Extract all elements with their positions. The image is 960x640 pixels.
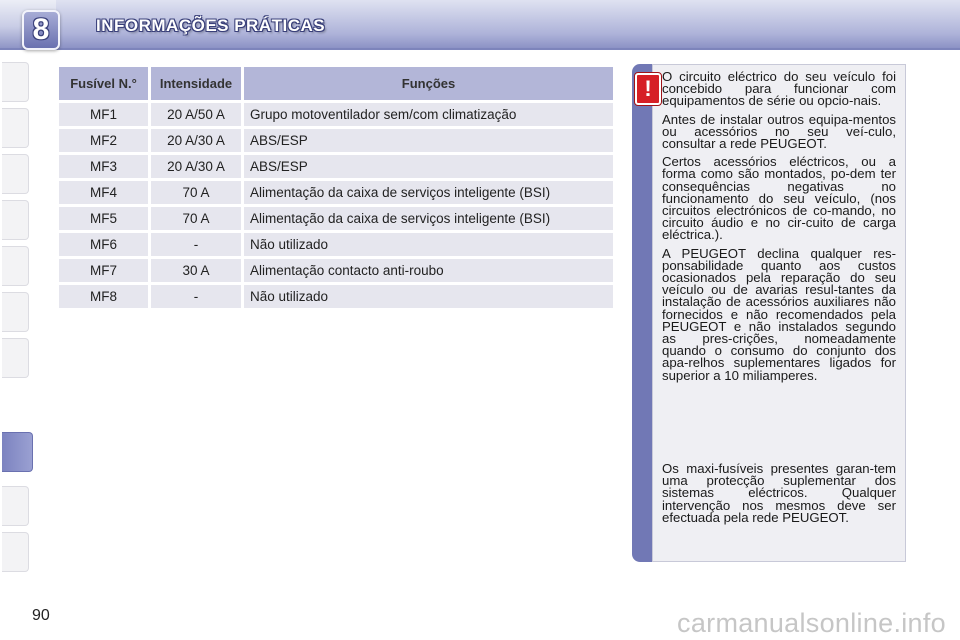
warning-paragraph: Certos acessórios eléctricos, ou a forma como são montados, po-dem ter consequências negativas no funcionamento do seu veículo, (nos circuitos electrónicos de co-mando, no circuito áudio e no cir-cuito de carga eléctrica.). [662, 154, 896, 243]
page-number: 90 [32, 607, 50, 624]
fuse-table [56, 64, 616, 311]
chapter-badge [8, 4, 60, 52]
fuse-number-cell: MF5 [59, 207, 148, 230]
fuse-number-cell: MF3 [59, 155, 148, 178]
intensity-cell: 70 A [151, 207, 241, 230]
fuse-number-cell: MF7 [59, 259, 148, 282]
function-cell: Não utilizado [244, 285, 613, 308]
function-cell: Não utilizado [244, 233, 613, 256]
fuse-number-cell: MF2 [59, 129, 148, 152]
column-header-fuse: Fusível N.° [59, 67, 148, 100]
intensity-cell: - [151, 285, 241, 308]
table-row [59, 103, 613, 126]
chapter-tab-9[interactable] [2, 486, 29, 526]
intensity-cell: 20 A/30 A [151, 129, 241, 152]
warning-text [662, 69, 896, 525]
fuse-number-cell: MF4 [59, 181, 148, 204]
chapter-number: 8 [32, 13, 50, 46]
watermark: carmanualsonline.info [677, 608, 946, 638]
chapter-tab-6[interactable] [2, 292, 29, 332]
warning-paragraph: Antes de instalar outros equipa-mentos ou acessórios no seu veí-culo, consultar a rede PEUGEOT. [662, 111, 896, 152]
table-row [59, 285, 613, 308]
warning-paragraph: A PEUGEOT declina qualquer res-ponsabilidade quanto aos custos ocasionados pela reparação do seu veículo ou de avarias resul-tantes da instalação de acessórios auxiliares não fornecidos e não recomendados pela PEUGEOT e não instalados segundo as pres-crições, nomeadamente quando o consumo do conjunto dos apa-relhos suplementares ligados for superior a 10 miliamperes. [662, 245, 896, 383]
warning-box [644, 64, 906, 562]
fuse-number-cell: MF1 [59, 103, 148, 126]
chapter-tab-7[interactable] [2, 338, 29, 378]
chapter-tab-1[interactable] [2, 62, 29, 102]
fuse-number-cell: MF8 [59, 285, 148, 308]
chapter-tab-3[interactable] [2, 154, 29, 194]
intensity-cell: 20 A/30 A [151, 155, 241, 178]
column-header-functions: Funções [244, 67, 613, 100]
function-cell: Alimentação da caixa de serviços inteligente (BSI) [244, 207, 613, 230]
warning-paragraph: O circuito eléctrico do seu veículo foi concebido para funcionar com equipamentos de série ou opcio-nais. [662, 69, 896, 109]
function-cell: Grupo motoventilador sem/com climatização [244, 103, 613, 126]
function-cell: ABS/ESP [244, 129, 613, 152]
column-header-intensity: Intensidade [151, 67, 241, 100]
chapter-tab-5[interactable] [2, 246, 29, 286]
intensity-cell: 20 A/50 A [151, 103, 241, 126]
table-row [59, 155, 613, 178]
intensity-cell: 30 A [151, 259, 241, 282]
function-cell: Alimentação contacto anti-roubo [244, 259, 613, 282]
table-header-row [59, 67, 613, 100]
table-row [59, 207, 613, 230]
table-row [59, 233, 613, 256]
fuse-number-cell: MF6 [59, 233, 148, 256]
chapter-tabs [0, 62, 34, 572]
warning-exclamation-icon: ! [635, 73, 661, 105]
chapter-tab-8-active[interactable] [2, 432, 33, 472]
warning-panel [632, 64, 904, 562]
table-row [59, 129, 613, 152]
maxi-fuse-note: Os maxi-fusíveis presentes garan-tem uma protecção suplementar dos sistemas eléctricos. Qualquer intervenção nos mesmos deve ser efectuada pela rede PEUGEOT. [662, 461, 896, 525]
chapter-tab-10[interactable] [2, 532, 29, 572]
chapter-tab-4[interactable] [2, 200, 29, 240]
function-cell: Alimentação da caixa de serviços inteligente (BSI) [244, 181, 613, 204]
table-body [59, 103, 613, 308]
table-row [59, 181, 613, 204]
page-title: INFORMAÇÕES PRÁTICAS [96, 16, 326, 35]
table-row [59, 259, 613, 282]
chapter-tab-2[interactable] [2, 108, 29, 148]
intensity-cell: - [151, 233, 241, 256]
function-cell: ABS/ESP [244, 155, 613, 178]
intensity-cell: 70 A [151, 181, 241, 204]
